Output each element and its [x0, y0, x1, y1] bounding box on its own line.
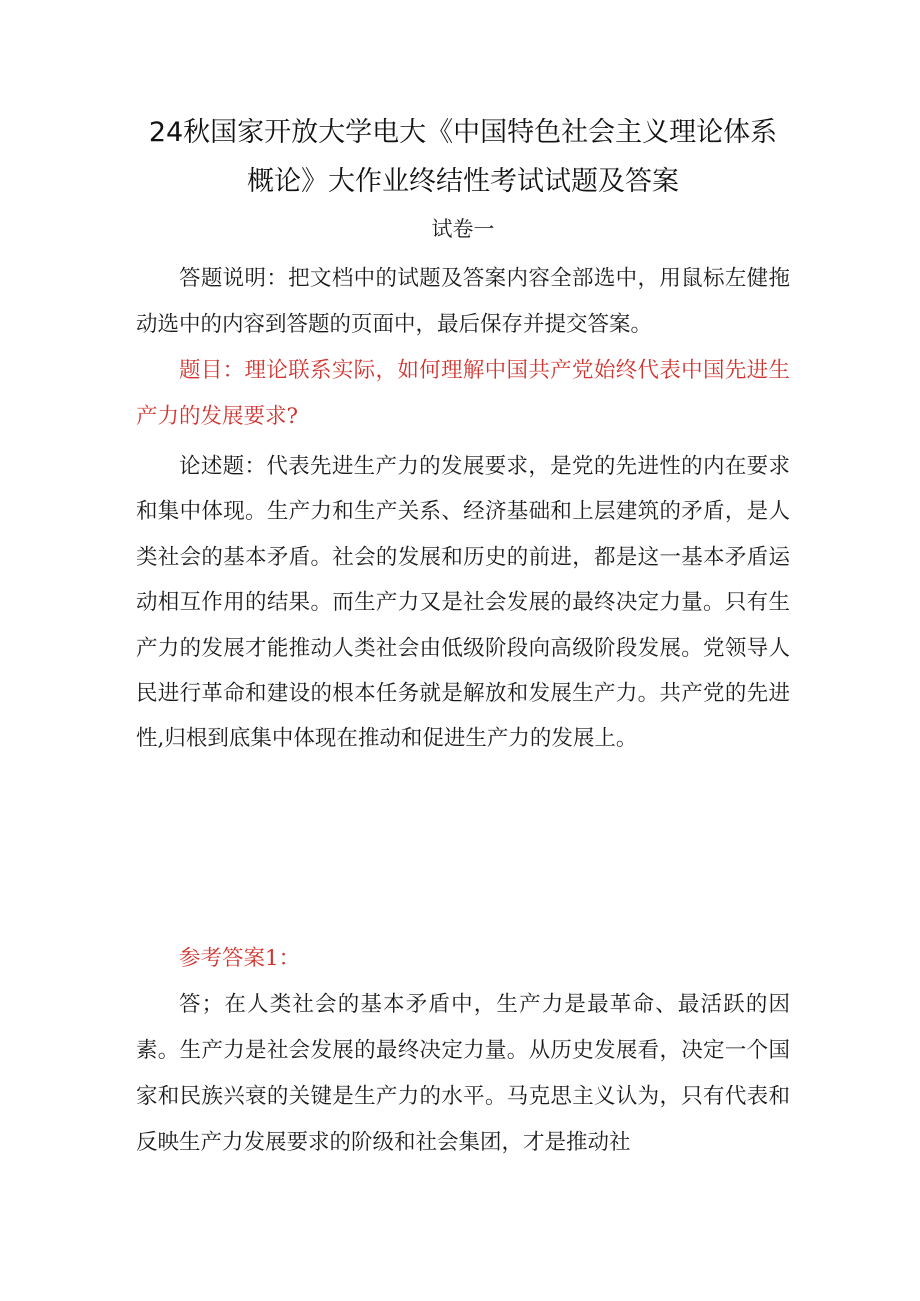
exam-paper-label: 试卷一 — [431, 217, 495, 241]
reference-answer-heading: 参考答案1： — [179, 946, 301, 971]
essay-text: 论述题：代表先进生产力的发展要求，是党的先进性的内在要求和集中体现。生产力和生产关系、经济基础和上层建筑的矛盾，是人类社会的基本矛盾。社会的发展和历史的前进，都是这一基本矛盾运动相互作用的结果。而生产力又是社会发展的最终决定力量。只有生产力的发展才能推动人类社会由低级阶段向高级阶段发展。党领导人民进行革命和建设的根本任务就是解放和发展生产力。共产党的先进性,归根到底集中体现在推动和促进生产力的发展上。 — [136, 454, 790, 752]
answer-instruction: 答题说明：把文档中的试题及答案内容全部选中，用鼠标左健拖动选中的内容到答题的页面中，最后保存并提交答案。 — [136, 266, 790, 337]
question-prompt: 题目：理论联系实际，如何理解中国共产党始终代表中国先进生产力的发展要求? — [136, 358, 790, 429]
title-line-1: 24秋国家开放大学电大《中国特色社会主义理论体系 — [148, 117, 778, 148]
reference-answer-text: 答；在人类社会的基本矛盾中，生产力是最革命、最活跃的因素。生产力是社会发展的最终决定力量。从历史发展看，决定一个国家和民族兴衰的关键是生产力的水平。马克思主义认为，只有代表和反映生产力发展要求的阶级和社会集团，才是推动社 — [136, 992, 790, 1155]
document-title — [136, 108, 790, 206]
title-line-2: 概论》大作业终结性考试试题及答案 — [247, 166, 679, 197]
